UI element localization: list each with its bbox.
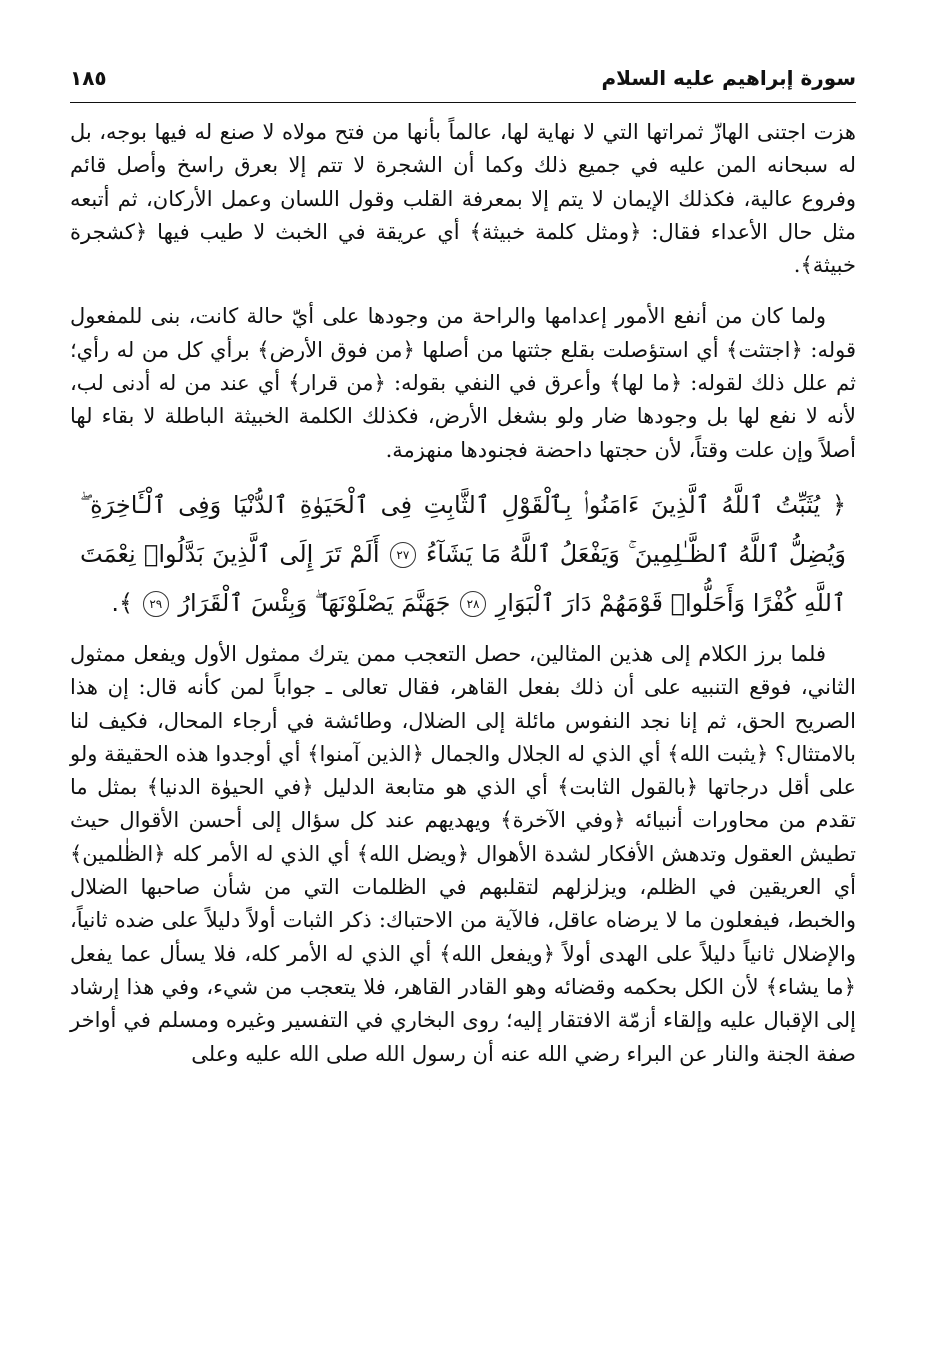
verse-29-text: جَهَنَّمَ يَصْلَوْنَهَا ۖ وَبِئْسَ ٱلْقَرَارُ <box>178 588 451 617</box>
paragraph-continuation: هزت اجتنى الهازّ ثمراتها التي لا نهاية لها، عالماً بأنها من فتح مولاه لا صنع له فيها بوجه، بل له سبحانه المن عليه في جميع ذلك وكما أن الشجرة لا تتم إلا بعرق راسخ وأصل قائم وفروع عالية، فكذلك الإيمان لا يتم إلا بمعرفة القلب وقول اللسان وعمل الأركان، ثم أتبعه مثل حال الأعداء فقال: ﴿ومثل كلمة خبيثة﴾ أي عريقة في الخبث لا طيب فيها ﴿كشجرة خبيثة﴾. <box>70 120 856 278</box>
surah-title: سورة إبراهيم عليه السلام <box>601 66 856 90</box>
verse-28-text: أَلَمْ تَرَ إِلَى ٱلَّذِينَ بَدَّلُوا۟ نِعْمَتَ ٱللَّهِ كُفْرًا وَأَحَلُّوا۟ قَوْمَهُمْ دَارَ ٱلْبَوَارِ <box>80 539 846 617</box>
ornate-bracket-open: ﴿ <box>831 490 846 519</box>
ayah-number-28: ٢٨ <box>460 591 486 617</box>
page-body <box>70 116 856 1071</box>
paragraph-ijtuththat: ولما كان من أنفع الأمور إعدامها والراحة من وجودها على أيّ حالة كانت، بنى للمفعول قوله: ﴿اجتثت﴾ أي استؤصلت بقلع جثتها من أصلها ﴿من فوق الأرض﴾ برأي كل من له رأي؛ ثم علل ذلك لقوله: ﴿ما لها﴾ وأعرق في النفي بقوله: ﴿من قرار﴾ أي عند من له أدنى لب، لأنه لا نفع لها بل وجودها ضار ولو بشغل الأرض، فكذلك الكلمة الخبيثة الباطلة لا بقاء لها أصلاً وإن علت وقتاً، لأن حجتها داحضة فجنودها منهزمة. <box>70 304 856 462</box>
ayah-number-29: ٢٩ <box>143 591 169 617</box>
paragraph-tafsir: فلما برز الكلام إلى هذين المثالين، حصل التعجب ممن يترك ممثول الأول ويفعل ممثول الثاني، فوقع التنبيه على أن ذلك بفعل القاهر، فقال تعالى ـ جواباً لمن كأنه قال: إن هذا الصريح الحق، ثم إنا نجد النفوس مائلة إلى الضلال، وطائشة في أرجاء المحال، فكيف لنا بالامتثال؟ ﴿يثبت الله﴾ أي الذي له الجلال والجمال ﴿الذين آمنوا﴾ أي أوجدوا هذه الحقيقة ولو على أقل درجاتها ﴿بالقول الثابت﴾ أي الذي هو متابعة الدليل ﴿في الحيوٰة الدنيا﴾ بمثل ما تقدم من محاورات أنبيائه ﴿وفي الآخرة﴾ ويهديهم عند كل سؤال إلى أحسن الأقوال حيث تطيش العقول وتدهش الأفكار لشدة الأهوال ﴿ويضل الله﴾ أي الذي له الأمر كله ﴿الظٰلمين﴾ أي العريقين في الظلم، ويزلزلهم لتقلبهم في الظلمات التي من شأن صاحبها الضلال والخبط، فيفعلون ما لا يرضاه عاقل، فالآية من الاحتباك: ذكر الثبات أولاً دليلاً على ضده ثانياً، والإضلال ثانياً دليلاً على الهدى أولاً ﴿ويفعل الله﴾ أي الذي له الأمر كله، فلا يسأل عما يفعل ﴿ما يشاء﴾ لأن الكل بحكمه وقضائه وهو القادر القاهر، فلا يتعجب من شيء، وفي هذا إرشاد إلى الإقبال عليه وإلقاء أزمّة الافتقار إليه؛ روى البخاري في التفسير وغيره ومسلم في أواخر صفة الجنة والنار عن البراء رضي الله عنه أن رسول الله صلى الله عليه وعلى <box>70 641 856 1066</box>
verse-27-text: يُثَبِّتُ ٱللَّهُ ٱلَّذِينَ ءَامَنُوا۟ بِٱلْقَوْلِ ٱلثَّابِتِ فِى ٱلْحَيَوٰةِ ٱلدُّنْيَا وَفِى ٱلْـَٔاخِرَةِ ۖ وَيُضِلُّ ٱللَّهُ ٱلظَّـٰلِمِينَ ۚ وَيَفْعَلُ ٱللَّهُ مَا يَشَآءُ <box>80 490 846 568</box>
ayah-number-27: ٢٧ <box>390 542 416 568</box>
page-header <box>70 62 856 103</box>
quran-verses-block <box>70 481 856 628</box>
ornate-bracket-close: ﴾. <box>111 588 134 617</box>
page-number: ١٨٥ <box>70 66 107 90</box>
